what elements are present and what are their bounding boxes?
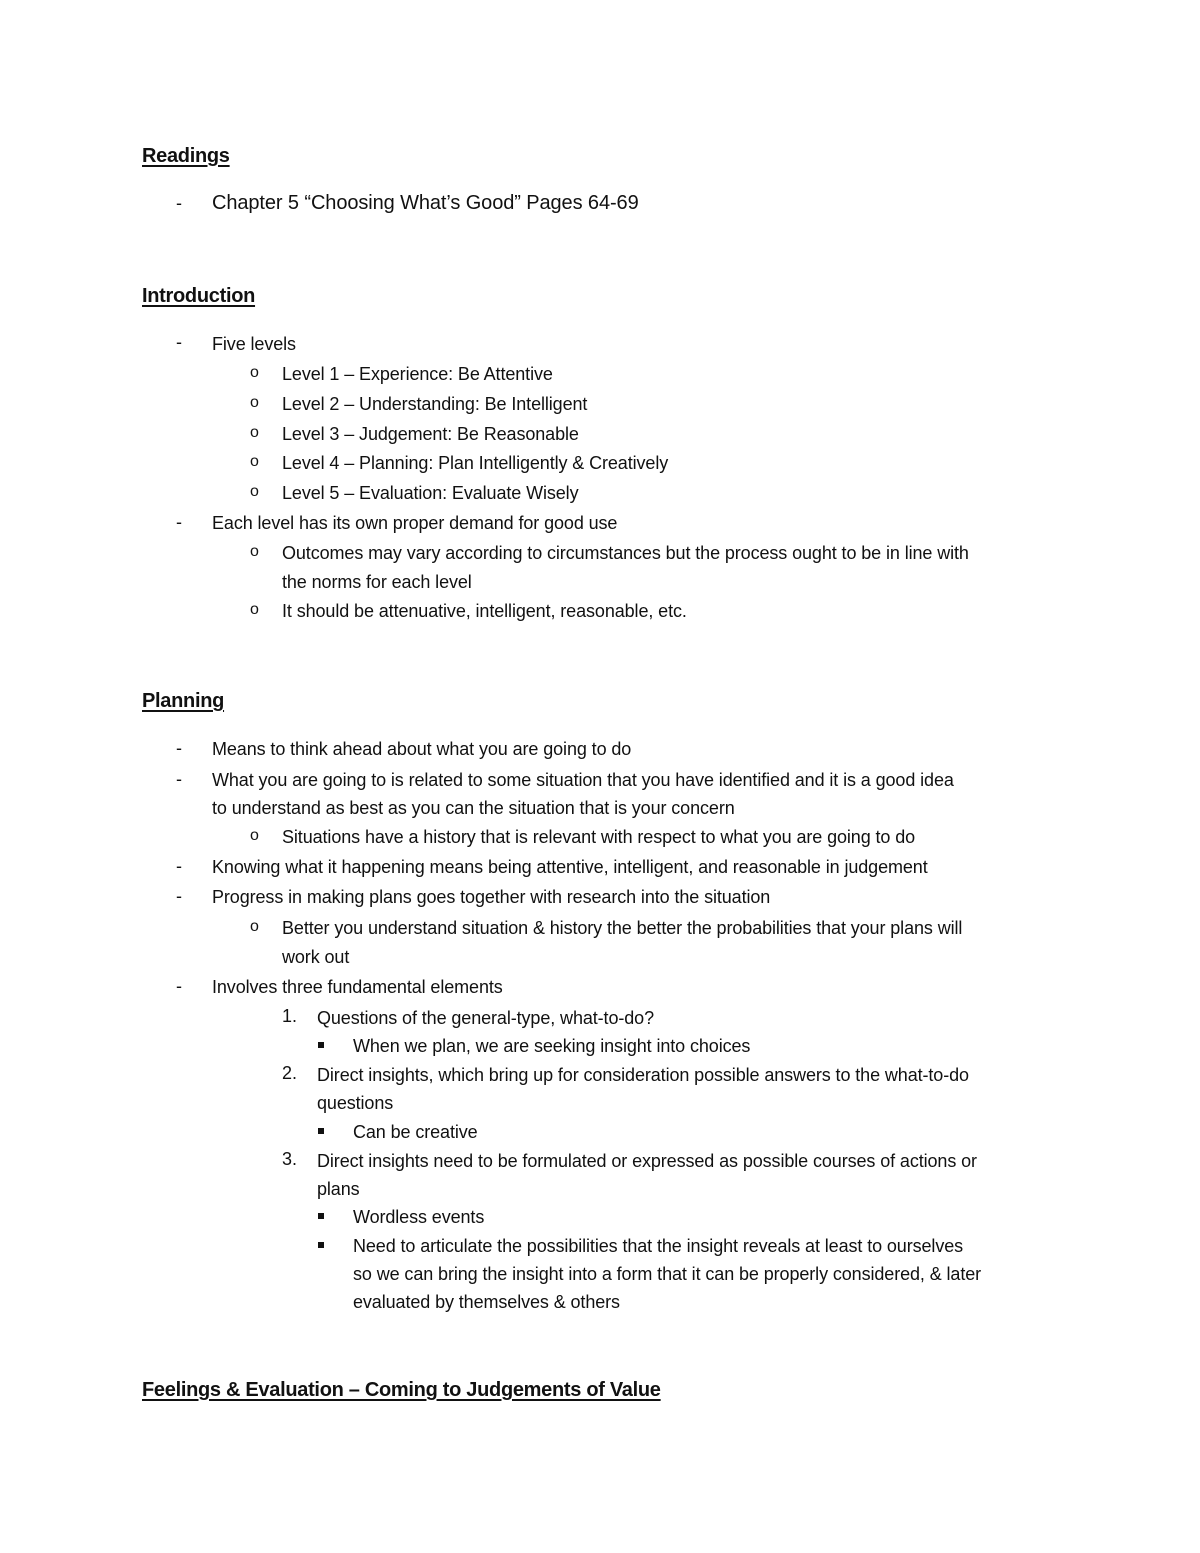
dash-bullet: -: [176, 332, 182, 352]
dash-bullet: -: [176, 886, 182, 906]
numbered-item: Direct insights, which bring up for consideration possible answers to the what-to-do: [317, 1065, 969, 1085]
sub-item-continued: the norms for each level: [282, 572, 472, 592]
circle-bullet: o: [250, 601, 259, 618]
dash-bullet: -: [176, 856, 182, 876]
numbered-sub-item: Need to articulate the possibilities that the insight reveals at least to ourselves: [353, 1236, 964, 1256]
circle-bullet: o: [250, 543, 259, 560]
list-item: Five levels: [212, 334, 296, 354]
list-item-continued: to understand as best as you can the situation that is your concern: [212, 798, 735, 818]
sub-item: Outcomes may vary according to circumstances but the process ought to be in line with: [282, 543, 969, 563]
dash-bullet: -: [176, 976, 182, 996]
list-item: Knowing what it happening means being attentive, intelligent, and reasonable in judgement: [212, 857, 928, 877]
feelings-evaluation-heading: Feelings & Evaluation – Coming to Judgements of Value: [142, 1379, 661, 1401]
level-item: Level 5 – Evaluation: Evaluate Wisely: [282, 483, 579, 503]
square-bullet: [318, 1042, 324, 1048]
level-item: Level 2 – Understanding: Be Intelligent: [282, 394, 588, 414]
list-item: Means to think ahead about what you are going to do: [212, 739, 632, 759]
circle-bullet: o: [250, 394, 259, 411]
number-label: 2.: [282, 1063, 298, 1083]
numbered-item: Questions of the general-type, what-to-do?: [317, 1008, 655, 1028]
sub-item: It should be attenuative, intelligent, reasonable, etc.: [282, 601, 687, 621]
level-item: Level 3 – Judgement: Be Reasonable: [282, 424, 579, 444]
numbered-item-continued: questions: [317, 1093, 394, 1113]
numbered-item: Direct insights need to be formulated or expressed as possible courses of actions or: [317, 1151, 977, 1171]
circle-bullet: o: [250, 483, 259, 500]
dash-bullet: -: [176, 769, 182, 789]
list-item: Involves three fundamental elements: [212, 977, 503, 997]
reading-item: Chapter 5 “Choosing What’s Good” Pages 64-69: [212, 192, 639, 214]
level-item: Level 1 – Experience: Be Attentive: [282, 364, 553, 384]
circle-bullet: o: [250, 918, 259, 935]
level-item: Level 4 – Planning: Plan Intelligently & Creatively: [282, 453, 669, 473]
circle-bullet: o: [250, 453, 259, 470]
list-item: What you are going to is related to some situation that you have identified and it is a good idea: [212, 770, 954, 790]
numbered-sub-item: When we plan, we are seeking insight into choices: [353, 1036, 751, 1056]
introduction-heading: Introduction: [142, 285, 256, 307]
sub-item: Better you understand situation & history the better the probabilities that your plans will: [282, 918, 963, 938]
planning-heading: Planning: [142, 690, 225, 712]
readings-heading: Readings: [142, 145, 230, 167]
numbered-item-continued: plans: [317, 1179, 360, 1199]
sub-item: Situations have a history that is relevant with respect to what you are going to do: [282, 827, 916, 847]
circle-bullet: o: [250, 827, 259, 844]
square-bullet: [318, 1213, 324, 1219]
number-label: 3.: [282, 1149, 298, 1169]
circle-bullet: o: [250, 424, 259, 441]
numbered-sub-item: Wordless events: [353, 1207, 485, 1227]
list-item: Progress in making plans goes together with research into the situation: [212, 887, 771, 907]
numbered-sub-item-continued: so we can bring the insight into a form that it can be properly considered, & later: [353, 1264, 982, 1284]
dash-bullet: -: [176, 512, 182, 532]
square-bullet: [318, 1128, 324, 1134]
square-bullet: [318, 1242, 324, 1248]
number-label: 1.: [282, 1006, 298, 1026]
dash-bullet: -: [176, 193, 182, 213]
list-item: Each level has its own proper demand for good use: [212, 513, 618, 533]
circle-bullet: o: [250, 364, 259, 381]
numbered-sub-item-continued: evaluated by themselves & others: [353, 1292, 620, 1312]
dash-bullet: -: [176, 738, 182, 758]
numbered-sub-item: Can be creative: [353, 1122, 478, 1142]
sub-item-continued: work out: [282, 947, 350, 967]
